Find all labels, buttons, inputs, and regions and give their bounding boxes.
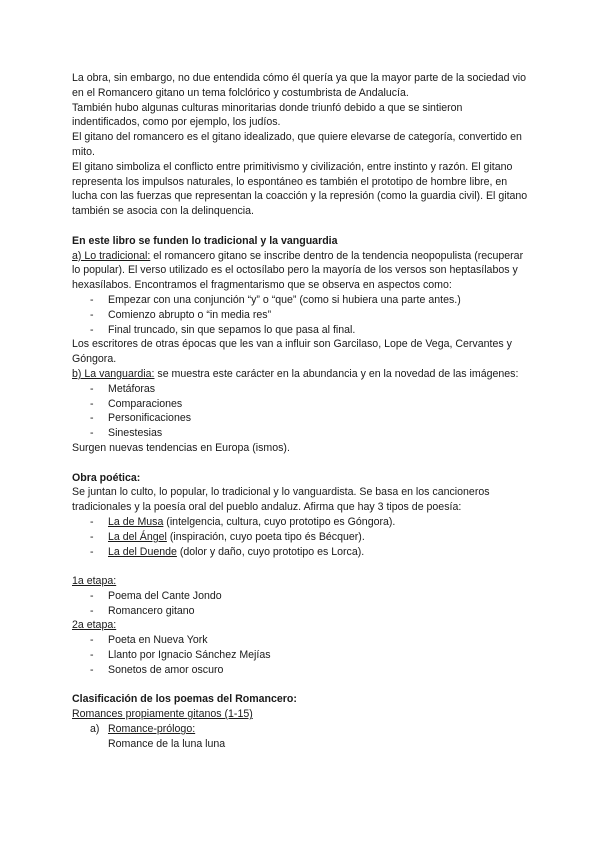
list-item bbox=[72, 530, 532, 545]
stage-2-label: 2a etapa: bbox=[72, 619, 117, 632]
list-item bbox=[72, 545, 532, 560]
intro-paragraph-2: También hubo algunas culturas minoritarias donde triunfó debido a que se sintieron indentificados, como por ejemplo, los judíos. bbox=[72, 101, 463, 129]
fragmentarismo-list bbox=[72, 293, 532, 337]
list-item: - Poema del Cante Jondo bbox=[72, 589, 532, 604]
intro-paragraph-1: La obra, sin embargo, no due entendida cómo él quería ya que la mayor parte de la sociedad vio en el Romancero gitano un tema folclórico y costumbrista de Andalucía. bbox=[72, 72, 527, 99]
document-body bbox=[72, 71, 532, 752]
vanguardia-label: b) La vanguardia: bbox=[72, 367, 155, 380]
vanguardia-text: se muestra este carácter en la abundancia y en la novedad de las imágenes: bbox=[154, 367, 519, 380]
romance-luna-title: Romance de la luna luna bbox=[108, 737, 226, 750]
obra-poetica-paragraph: Se juntan lo culto, lo popular, lo tradicional y lo vanguardista. Se basa en los cancioneros tradicionales y la poesía oral del pueblo andaluz. Afirma que hay 3 tipos de poesía: bbox=[72, 486, 490, 514]
intro-paragraph-4: El gitano simboliza el conflicto entre primitivismo y civilización, entre instinto y razón. El gitano representa los impulsos naturales, lo espontáneo es también el prototipo de hombre libre, en lucha con las fuerzas que representan la coacción y la represión (como la guardia civil). El gitano también se asocia con la delinquencia. bbox=[72, 160, 528, 218]
intro-paragraph-3: El gitano del romancero es el gitano idealizado, que quiere elevarse de categoría, convertido en mito. bbox=[72, 131, 522, 158]
influences-paragraph: Los escritores de otras épocas que les van a influir son Garcilaso, Lope de Vega, Cervantes y Góngora. bbox=[72, 338, 512, 366]
section-heading-tradicional-vanguardia: En este libro se funden lo tradicional y la vanguardia bbox=[72, 234, 338, 247]
list-item: - Romancero gitano bbox=[72, 604, 532, 619]
poetry-type-name: La de Musa bbox=[108, 515, 164, 528]
romance-prologo-label: Romance-prólogo: bbox=[108, 723, 196, 736]
tradicional-paragraph bbox=[72, 249, 532, 293]
list-item bbox=[72, 515, 532, 530]
list-marker: a) bbox=[90, 723, 100, 736]
vanguardia-paragraph bbox=[72, 367, 532, 382]
tradicional-label: a) Lo tradicional: bbox=[72, 249, 151, 262]
list-item: - Final truncado, sin que sepamos lo que pasa al final. bbox=[72, 323, 532, 338]
list-item: - Empezar con una conjunción “y” o “que” (como si hubiera una parte antes.) bbox=[72, 293, 532, 308]
list-item: - Sinestesias bbox=[72, 426, 532, 441]
list-item: - Metáforas bbox=[72, 382, 532, 397]
stage-1-list bbox=[72, 589, 532, 619]
poetry-type-name: La del Duende bbox=[108, 545, 177, 558]
poetry-type-desc: (intelgencia, cultura, cuyo prototipo es Góngora). bbox=[163, 515, 396, 528]
stage-2-list bbox=[72, 633, 532, 677]
poetry-types-list bbox=[72, 515, 532, 559]
section-heading-obra-poetica: Obra poética: bbox=[72, 471, 141, 484]
list-item: - Llanto por Ignacio Sánchez Mejías bbox=[72, 648, 532, 663]
tradicional-text: el romancero gitano se inscribe dentro de la tendencia neopopulista (recuperar lo popular). El verso utilizado es el octosílabo pero la mayoría de los versos son heptasílabos y hexasílabos. Encontramos el fragmentarismo que se observa en aspectos como: bbox=[72, 249, 524, 292]
list-item: - Poeta en Nueva York bbox=[72, 633, 532, 648]
list-item: - Sonetos de amor oscuro bbox=[72, 663, 532, 678]
list-item: - Personificaciones bbox=[72, 411, 532, 426]
romance-prologo-item bbox=[72, 722, 532, 737]
imagenes-list bbox=[72, 382, 532, 441]
ismos-paragraph: Surgen nuevas tendencias en Europa (ismos). bbox=[72, 441, 290, 454]
stage-1-label: 1a etapa: bbox=[72, 575, 117, 588]
section-heading-clasificacion: Clasificación de los poemas del Romancero: bbox=[72, 693, 297, 706]
list-item: - Comienzo abrupto o “in media res” bbox=[72, 308, 532, 323]
poetry-type-desc: (dolor y daño, cuyo prototipo es Lorca). bbox=[176, 545, 365, 558]
poetry-type-desc: (inspiración, cuyo poeta tipo és Bécquer). bbox=[166, 530, 365, 543]
list-item: - Comparaciones bbox=[72, 397, 532, 412]
romances-gitanos-label: Romances propiamente gitanos (1-15) bbox=[72, 708, 253, 721]
poetry-type-name: La del Ángel bbox=[108, 530, 167, 543]
